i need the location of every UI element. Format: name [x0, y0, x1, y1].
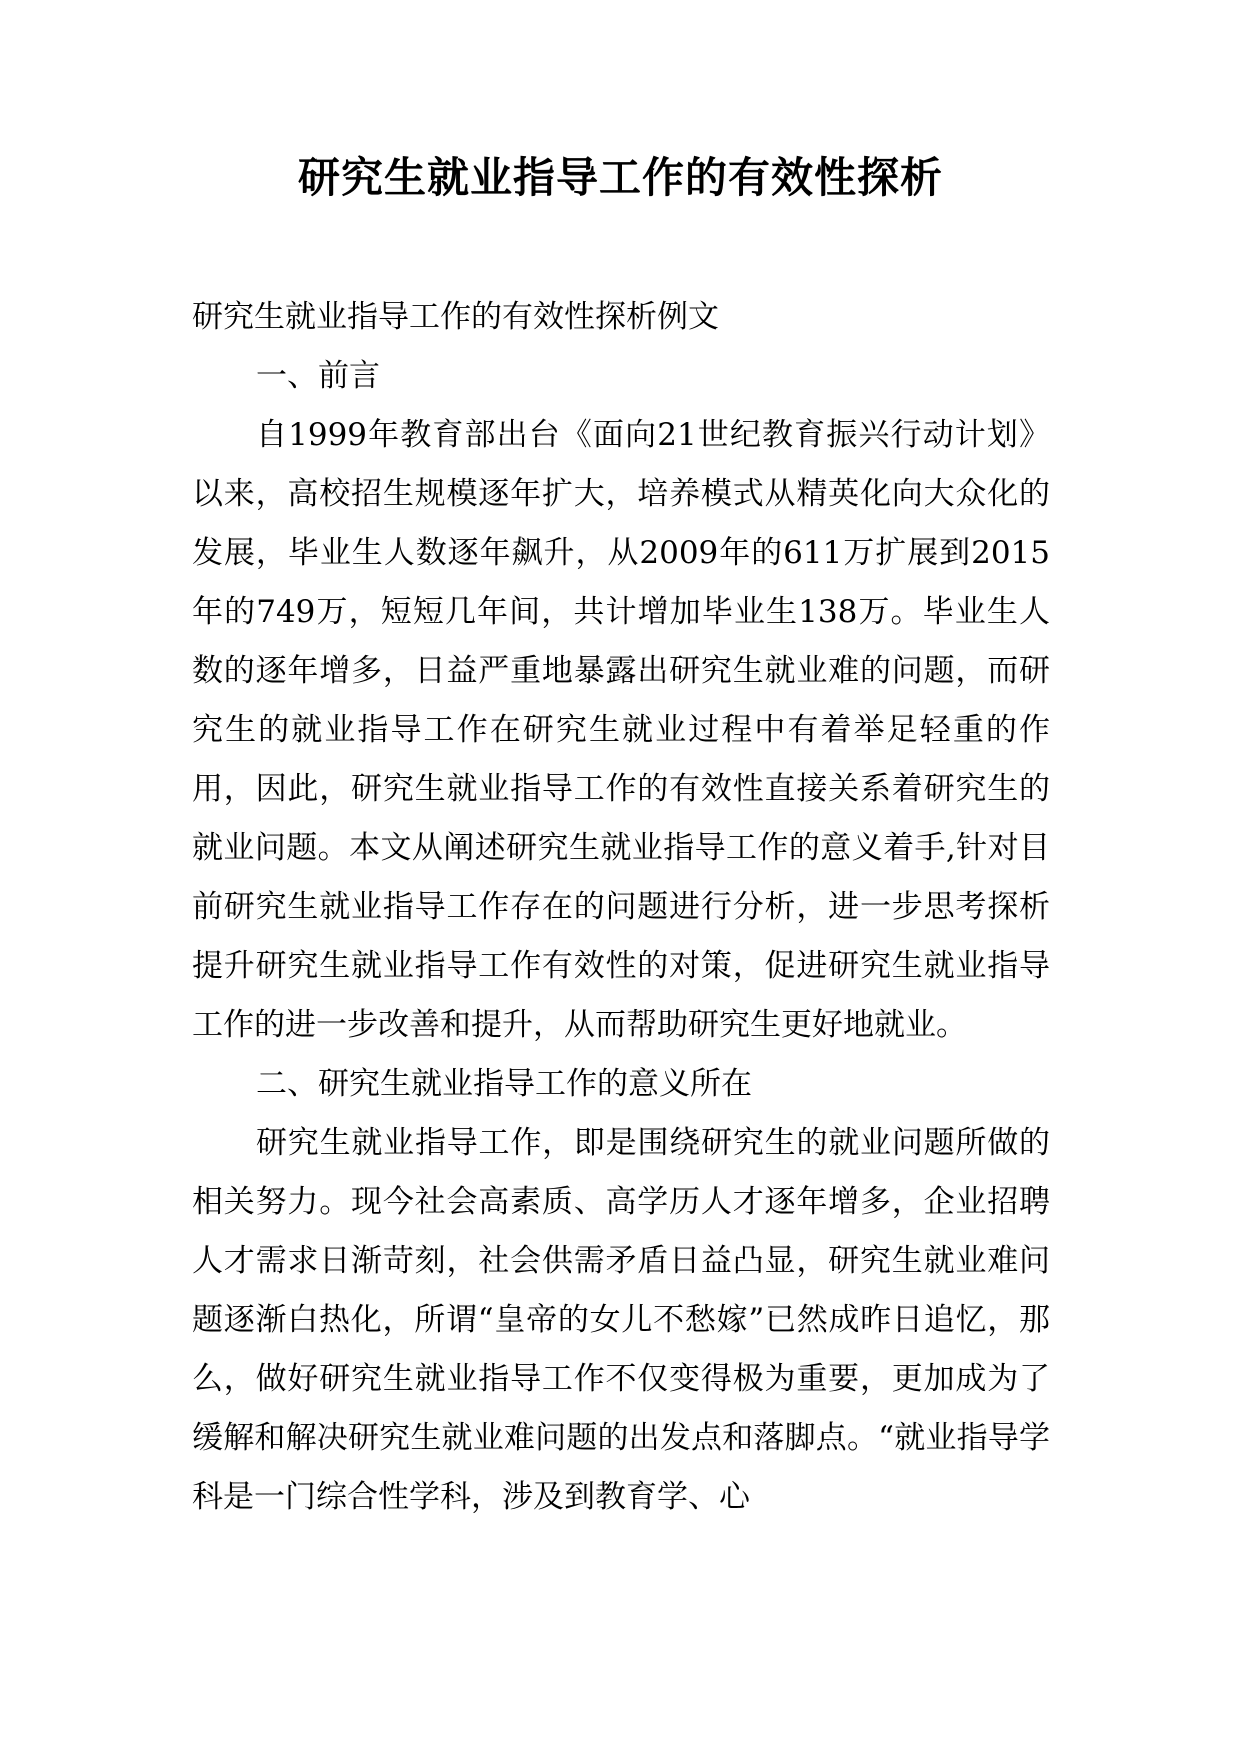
- significance-paragraph: 研究生就业指导工作，即是围绕研究生的就业问题所做的相关努力。现今社会高素质、高学历人才逐年增多，企业招聘人才需求日渐苛刻，社会供需矛盾日益凸显，研究生就业难问题逐渐白热化，所谓“皇帝的女儿不愁嫁”已然成昨日追忆，那么，做好研究生就业指导工作不仅变得极为重要，更加成为了缓解和解决研究生就业难问题的出发点和落脚点。“就业指导学科是一门综合性学科，涉及到教育学、心: [192, 1125, 1050, 1515]
- document-subtitle: 研究生就业指导工作的有效性探析例文: [192, 299, 719, 335]
- section-heading-significance: 二、研究生就业指导工作的意义所在: [256, 1066, 752, 1102]
- document-body: [192, 288, 1050, 1527]
- section-heading-preface: 一、前言: [256, 358, 380, 394]
- preface-paragraph: 自1999年教育部出台《面向21世纪教育振兴行动计划》以来，高校招生规模逐年扩大，培养模式从精英化向大众化的发展，毕业生人数逐年飙升，从2009年的611万扩展到2015年的749万，短短几年间，共计增加毕业生138万。毕业生人数的逐年增多，日益严重地暴露出研究生就业难的问题，而研究生的就业指导工作在研究生就业过程中有着举足轻重的作用，因此，研究生就业指导工作的有效性直接关系着研究生的就业问题。本文从阐述研究生就业指导工作的意义着手,针对目前研究生就业指导工作存在的问题进行分析，进一步思考探析提升研究生就业指导工作有效性的对策，促进研究生就业指导工作的进一步改善和提升，从而帮助研究生更好地就业。: [192, 417, 1050, 1043]
- document-title: 研究生就业指导工作的有效性探析: [297, 153, 943, 202]
